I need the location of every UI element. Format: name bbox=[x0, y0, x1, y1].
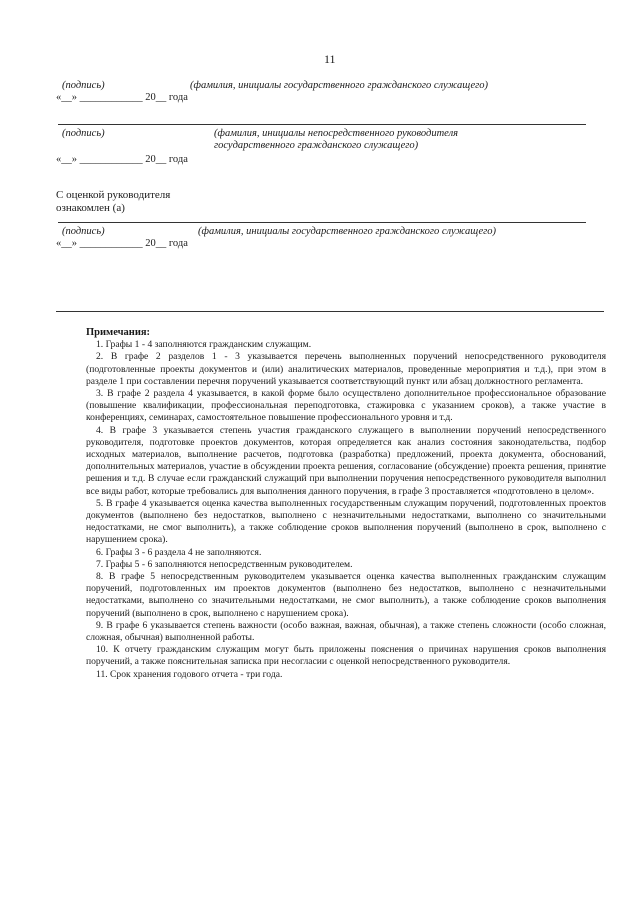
note-item: 10. К отчету гражданским служащим могут быть приложены пояснения о причинах нарушения сроков выполнения поручений, а также пояснительная записка при несогласии с оценкой непосредственного руководителя. bbox=[86, 644, 606, 668]
note-item: 1. Графы 1 - 4 заполняются гражданским служащим. bbox=[96, 339, 312, 351]
signature-label: (подпись) bbox=[62, 128, 105, 139]
notes-title: Примечания: bbox=[86, 327, 151, 338]
note-item: 6. Графы 3 - 6 раздела 4 не заполняются. bbox=[96, 546, 262, 558]
name-label-line1: (фамилия, инициалы непосредственного руководителя bbox=[214, 128, 459, 139]
note-item: 4. В графе 3 указывается степень участия гражданского служащего в выполнении поручений непосредственного руководителя, подготовке проектов документов, которая определяется как анализ состояния законодательства, подбор исходных материалов, выполнение расчетов, подготовка (разработка) предложений, проекта документа, обоснований, дополнительных материалов, участие в обсуждении проекта решения, согласование (обсуждение) проекта решения, принятие решения и т.д. В случае если гражданский служащий при выполнении поручения непосредственного руководителя выполнил все виды работ, которые требовались для выполнения данного поручения, в графе 3 проставляется «подготовлено в целом». bbox=[86, 424, 606, 497]
signature-label: (подпись) bbox=[62, 80, 105, 91]
separator-line bbox=[58, 124, 586, 125]
name-label: (фамилия, инициалы государственного гражданского служащего) bbox=[198, 226, 496, 237]
note-item: 2. В графе 2 разделов 1 - 3 указывается перечень выполненных поручений непосредственного руководителя (подготовленные проекты документов и (или) аналитических материалов, проведенные мероприятия и т.д.), при этом в разделе 1 при составлении перечня поручений указывается соответствующий пункт или абзац должностного регламента. bbox=[86, 351, 606, 387]
note-item: 9. В графе 6 указывается степень важности (особо важная, важная, обычная), а также степень сложности (особо сложная, сложная, обычная) выполненной работы. bbox=[86, 619, 606, 644]
note-item: 11. Срок хранения годового отчета - три года. bbox=[96, 668, 283, 680]
name-label: (фамилия, инициалы государственного гражданского служащего) bbox=[190, 80, 488, 91]
date-line: «__» ____________ 20__ года bbox=[56, 238, 188, 249]
note-item: 7. Графы 5 - 6 заполняются непосредственным руководителем. bbox=[96, 558, 353, 570]
date-line: «__» ____________ 20__ года bbox=[56, 154, 188, 165]
page-number: 11 bbox=[324, 52, 336, 66]
notes-section bbox=[86, 327, 606, 681]
note-item: 3. В графе 2 раздела 4 указывается, в какой форме было осуществлено дополнительное профессиональное образование (повышение квалификации, профессиональная переподготовка, стажировка с указанием сроков), а также участие в конференциях, семинарах, самостоятельное повышение профессионального уровня и т.д. bbox=[86, 388, 606, 424]
separator-line bbox=[56, 311, 604, 312]
separator-line bbox=[58, 222, 586, 223]
signature-label: (подпись) bbox=[62, 226, 105, 237]
acknowledgement-line1: С оценкой руководителя bbox=[56, 189, 171, 201]
note-item: 5. В графе 4 указывается оценка качества выполненных государственным служащим поручений, подготовленных проектов документов (выполнено без недостатков, выполнено с незначительными недостатками, выполнено со значительными недостатками, не смог выполнить), а также соблюдение сроков выполнения поручений (выполнено в срок, выполнено с нарушением срока). bbox=[86, 497, 606, 546]
name-label-line2: государственного гражданского служащего) bbox=[214, 140, 419, 151]
note-item: 8. В графе 5 непосредственным руководителем указывается оценка качества выполненных гражданским служащим поручений, подготовленных им проектов документов (выполнено без недостатков, выполнено с незначительными недостатками, выполнено со значительными недостатками, не смог выполнить), а также соблюдение сроков выполнения поручений (выполнено в срок, выполнено с нарушением срока). bbox=[86, 571, 606, 619]
acknowledgement-line2: ознакомлен (а) bbox=[56, 202, 125, 214]
date-line: «__» ____________ 20__ года bbox=[56, 92, 188, 103]
